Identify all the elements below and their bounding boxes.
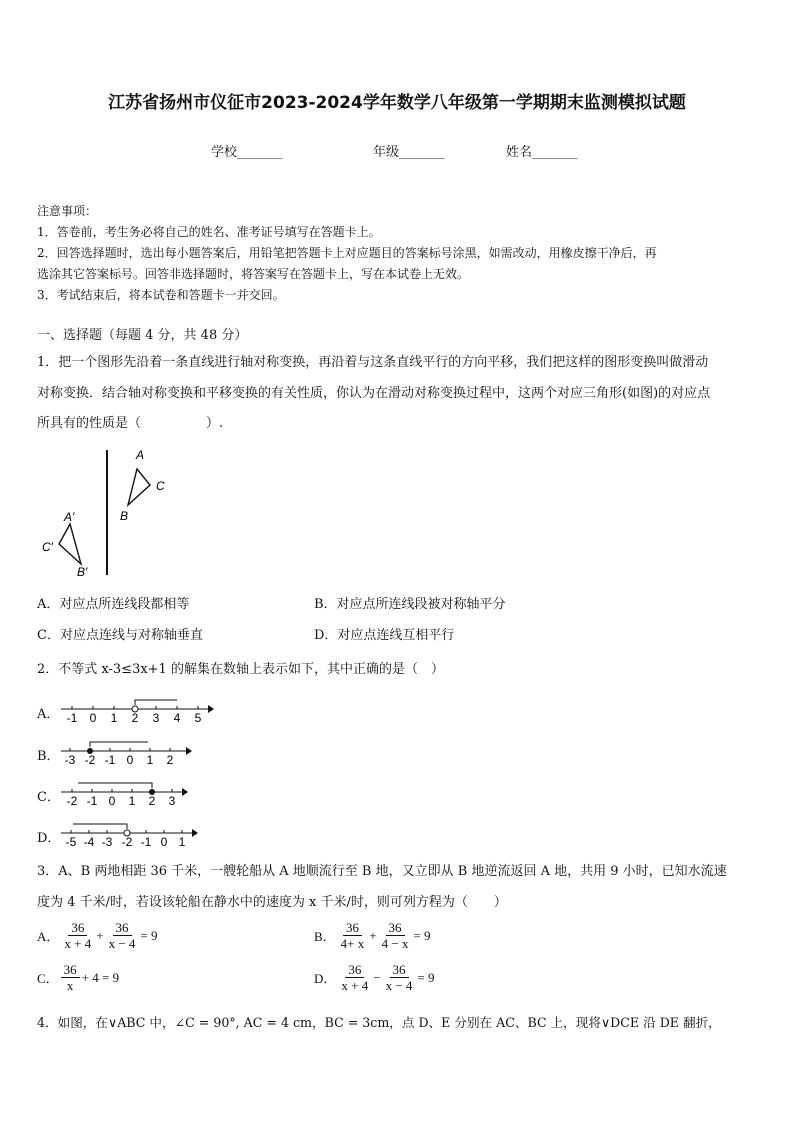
label-a-prime: A′ — [64, 510, 75, 524]
note-item: 2．回答选择题时，选出每小题答案后，用铅笔把答题卡上对应题目的答案标号涂黑，如需改动，用橡皮擦干净后，再 — [37, 246, 657, 260]
q3-option-a: A． $\frac{36}{x + 4}$ + $\frac{36}{x - 4}$ = 9 — [37, 920, 158, 951]
q2-numberline-d — [58, 820, 208, 848]
grade-field: 年级_______ — [373, 145, 445, 160]
q3-option-c: C． $\frac{36}{x}$ + 4 = 9 — [37, 962, 120, 993]
tick-label: 5 — [194, 711, 202, 724]
q1-stem-line: 对称变换．结合轴对称变换和平移变换的有关性质，你认为在滑动对称变换过程中，这两个对应三角形(如图)的对应点 — [37, 386, 711, 401]
note-item: 3．考试结束后，将本试卷和答题卡一并交回。 — [37, 288, 285, 302]
q2-option-c-label: C． — [37, 790, 60, 805]
label-c-prime: C′ — [42, 540, 53, 554]
q1-figure — [30, 440, 190, 585]
tick-label: -2 — [66, 794, 78, 807]
q3-option-b: B． $\frac{36}{4+ x}$ + $\frac{36}{4 - x}$ = 9 — [314, 920, 431, 951]
tick-label: 1 — [128, 794, 136, 807]
tick-label: 3 — [168, 794, 176, 807]
name-field: 姓名_______ — [506, 145, 578, 160]
section-heading: 一、选择题（每题 4 分，共 48 分） — [37, 328, 248, 343]
tick-label: 1 — [178, 835, 186, 848]
q2-option-b-label: B． — [37, 749, 60, 764]
q3-stem-line: 度为 4 千米/时，若设该轮船在静水中的速度为 x 千米/时，则可列方程为（ ） — [37, 895, 507, 910]
q1-option-a: A．对应点所连线段都相等 — [37, 597, 190, 612]
note-item: 1．答卷前，考生务必将自己的姓名、准考证号填写在答题卡上。 — [37, 225, 381, 239]
tick-label: -1 — [66, 711, 78, 724]
tick-label: -1 — [104, 753, 116, 766]
tick-label: -4 — [83, 835, 95, 848]
q2-option-d-label: D． — [37, 831, 61, 846]
tick-label: 0 — [126, 753, 134, 766]
solution-ray — [73, 824, 127, 829]
notes-heading: 注意事项： — [37, 204, 98, 218]
tick-label: 0 — [89, 711, 97, 724]
q1-stem-line: 所具有的性质是（ ）. — [37, 416, 224, 431]
label-b-prime: B′ — [77, 565, 88, 579]
note-item: 选涂其它答案标号。回答非选择题时，将答案写在答题卡上，写在本试卷上无效。 — [37, 267, 470, 281]
tick-label: -3 — [64, 753, 76, 766]
tick-label: 4 — [173, 711, 181, 724]
label-c: C — [156, 479, 165, 493]
tick-label: 2 — [131, 711, 139, 724]
q2-numberline-b — [58, 738, 198, 766]
label-a: A — [136, 448, 145, 462]
solution-ray — [135, 700, 177, 705]
page-title: 江苏省扬州市仪征市2023-2024学年数学八年级第一学期期末监测模拟试题 — [108, 93, 686, 113]
q2-numberline-a — [58, 696, 218, 724]
tick-label: 2 — [166, 753, 174, 766]
tick-label: 3 — [152, 711, 160, 724]
tick-label: 1 — [110, 711, 118, 724]
q1-stem-line: 1．把一个图形先沿着一条直线进行轴对称变换，再沿着与这条直线平行的方向平移，我们把这样的图形变换叫做滑动 — [37, 355, 709, 370]
tick-label: -3 — [101, 835, 113, 848]
tick-label: 1 — [146, 753, 154, 766]
tick-label: -1 — [86, 794, 98, 807]
q4-stem-line: 4．如图，在∨ABC 中，∠C = 90°, AC = 4 cm，BC = 3cm，点 D、E 分别在 AC、BC 上，现将∨DCE 沿 DE 翻折， — [37, 1015, 721, 1030]
tick-label: 0 — [160, 835, 168, 848]
q2-numberline-c — [58, 779, 198, 807]
solution-ray — [78, 783, 152, 788]
label-b: B — [120, 509, 129, 523]
q1-option-b: B．对应点所连线段被对称轴平分 — [314, 597, 506, 612]
tick-label: -5 — [65, 835, 77, 848]
q3-option-d: D． $\frac{36}{x + 4}$ − $\frac{36}{x - 4}$ = 9 — [314, 962, 435, 993]
solution-ray — [90, 742, 148, 747]
tick-label: -2 — [84, 753, 96, 766]
tick-label: -2 — [121, 835, 133, 848]
q2-option-a-label: A． — [37, 707, 60, 722]
tick-label: -1 — [140, 835, 152, 848]
q2-stem: 2．不等式 x-3≤3x+1 的解集在数轴上表示如下，其中正确的是（ ） — [37, 662, 444, 677]
triangle-abc — [128, 469, 150, 505]
tick-label: 2 — [148, 794, 156, 807]
q1-option-d: D．对应点连线互相平行 — [314, 628, 455, 643]
q1-option-c: C．对应点连线与对称轴垂直 — [37, 628, 203, 643]
tick-label: 0 — [108, 794, 116, 807]
school-field: 学校_______ — [211, 145, 283, 160]
triangle-abc-prime — [59, 524, 81, 564]
q3-stem-line: 3．A、B 两地相距 36 千米，一艘轮船从 A 地顺流行至 B 地，又立即从 B 地逆流返回 A 地，共用 9 小时，已知水流速 — [37, 864, 727, 879]
